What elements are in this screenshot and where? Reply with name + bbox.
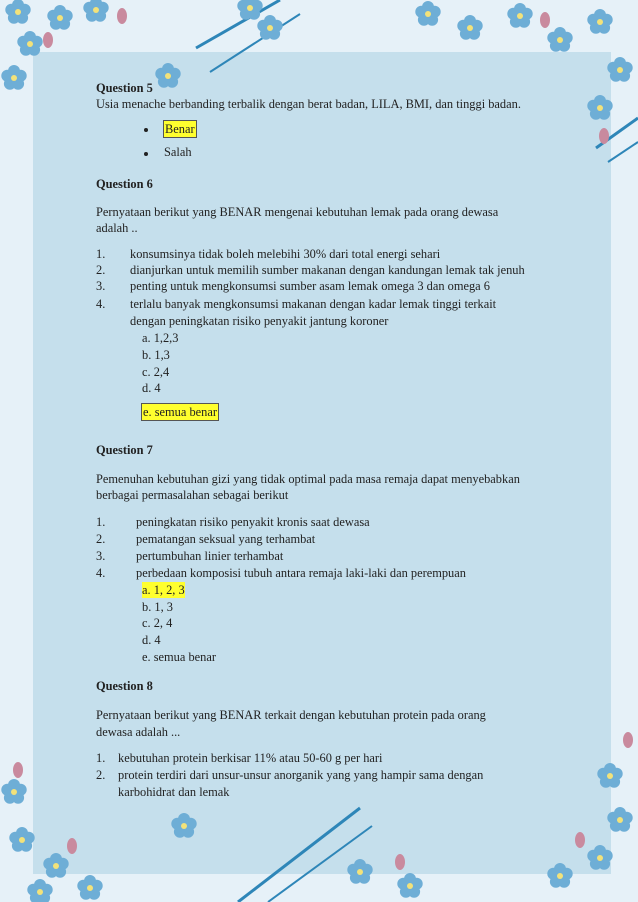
list-item-continuation: karbohidrat dan lemak [118,785,230,799]
list-item-number: 1. [96,515,106,529]
answer-option: b. 1, 3 [142,600,173,614]
question-6-text-line2: adalah .. [96,221,138,235]
answer-option: c. 2, 4 [142,616,173,630]
answer-option: c. 2,4 [142,365,170,379]
list-item: protein terdiri dari unsur-unsur anorganik yang yang hampir sama dengan [118,768,484,782]
list-item: dianjurkan untuk memilih sumber makanan dengan kandungan lemak tak jenuh [130,263,525,277]
question-6-title: Question 6 [96,177,153,191]
list-item: perbedaan komposisi tubuh antara remaja laki-laki dan perempuan [136,566,466,580]
list-item: pertumbuhan linier terhambat [136,549,284,563]
answer-option: d. 4 [142,633,161,647]
list-item-number: 4. [96,297,106,311]
answer-option: e. semua benar [142,650,216,664]
list-item: pematangan seksual yang terhambat [136,532,316,546]
list-item-number: 3. [96,279,106,293]
answer-option-highlighted: e. semua benar [143,405,217,419]
question-8-text-line1: Pernyataan berikut yang BENAR terkait dengan kebutuhan protein pada orang [96,708,486,722]
list-item-number: 1. [96,751,106,765]
answer-option: d. 4 [142,381,161,395]
list-item-number: 2. [96,532,106,546]
question-7-text-line1: Pemenuhan kebutuhan gizi yang tidak optimal pada masa remaja dapat menyebabkan [96,472,520,486]
list-item: penting untuk mengkonsumsi sumber asam lemak omega 3 dan omega 6 [130,279,490,293]
answer-option-highlighted: a. 1, 2, 3 [142,583,185,597]
question-8-text-line2: dewasa adalah ... [96,725,181,739]
list-item: kebutuhan protein berkisar 11% atau 50-60 g per hari [118,751,383,765]
list-item-number: 4. [96,566,106,580]
question-5-option-salah: Salah [164,145,192,159]
bullet [144,128,148,132]
list-item: peningkatan risiko penyakit kronis saat dewasa [136,515,370,529]
question-5-text: Usia menache berbanding terbalik dengan berat badan, LILA, BMI, dan tinggi badan. [96,97,521,111]
question-8-title: Question 8 [96,679,153,693]
answer-option: a. 1,2,3 [142,331,179,345]
list-item: terlalu banyak mengkonsumsi makanan dengan kadar lemak tinggi terkait [130,297,497,311]
list-item-continuation: dengan peningkatan risiko penyakit jantung koroner [130,314,389,328]
list-item-number: 3. [96,549,106,563]
list-item-number: 1. [96,247,106,261]
list-item: konsumsinya tidak boleh melebihi 30% dari total energi sehari [130,247,441,261]
list-item-number: 2. [96,768,106,782]
question-5-option-benar: Benar [165,122,195,136]
list-item-number: 2. [96,263,106,277]
question-7-title: Question 7 [96,443,153,457]
answer-option: b. 1,3 [142,348,170,362]
bullet [144,152,148,156]
question-5-title: Question 5 [96,81,153,95]
question-6-text-line1: Pernyataan berikut yang BENAR mengenai kebutuhan lemak pada orang dewasa [96,205,499,219]
question-7-text-line2: berbagai permasalahan sebagai berikut [96,488,289,502]
